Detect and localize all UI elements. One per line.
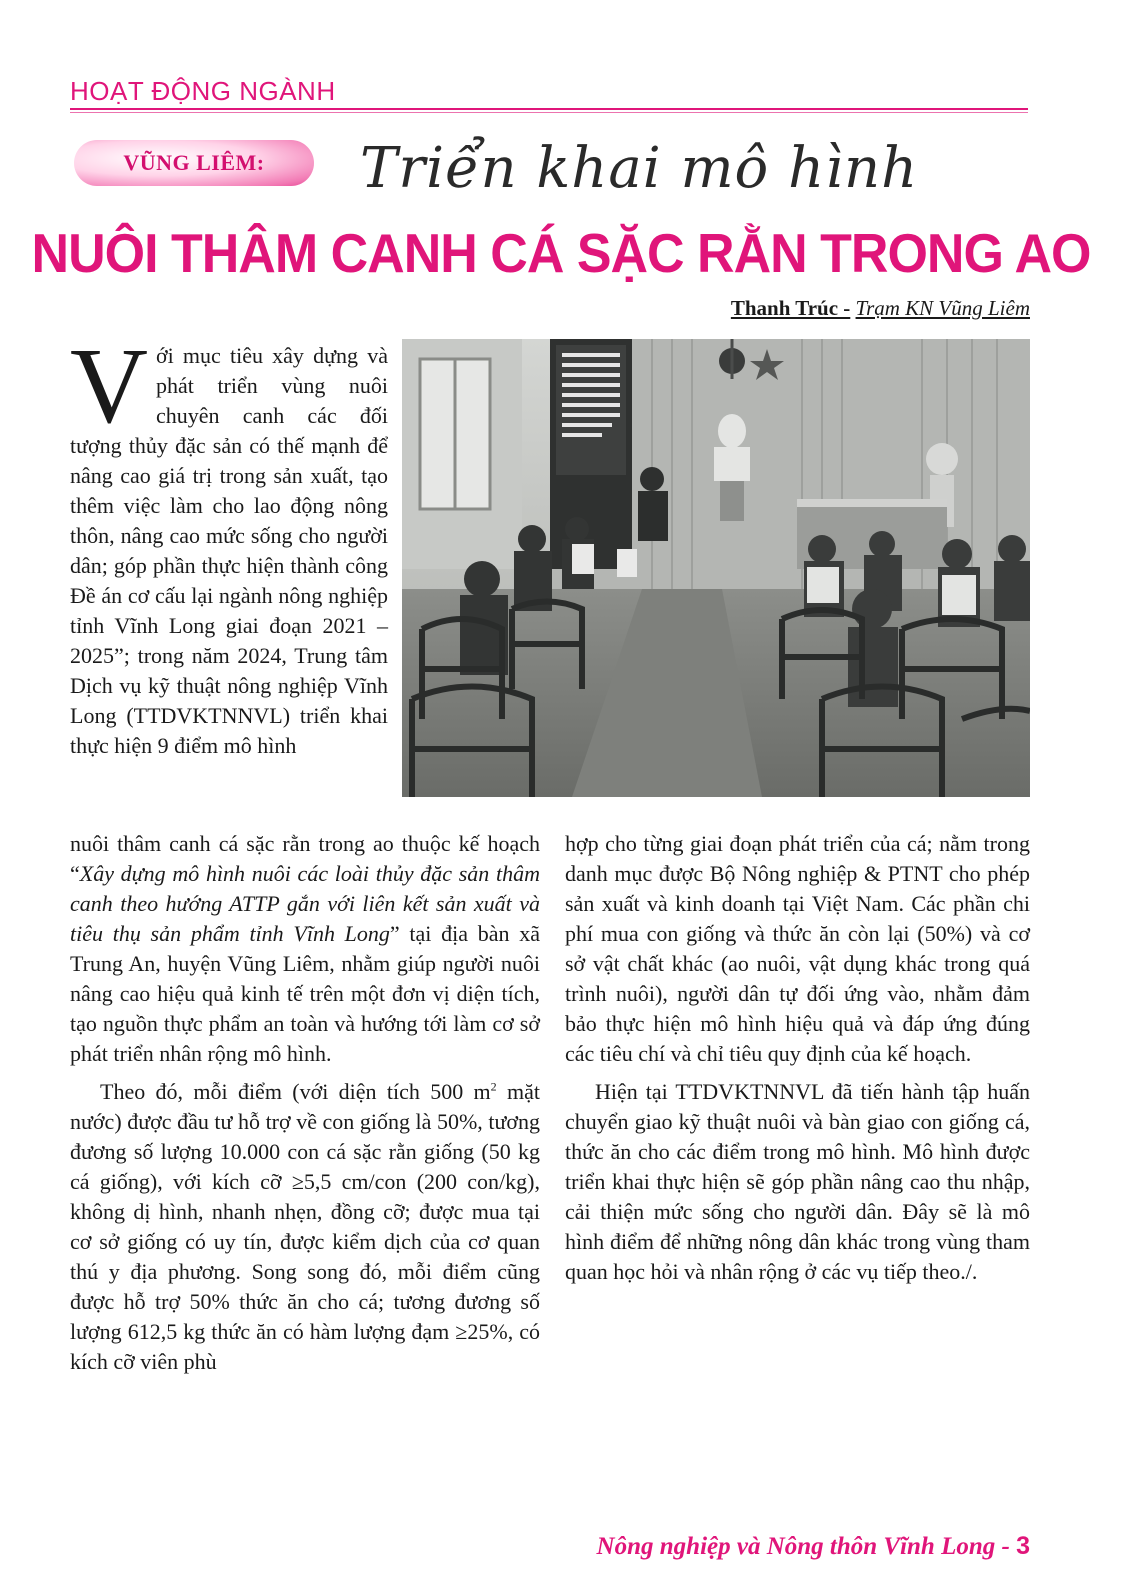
section-label: HOẠT ĐỘNG NGÀNH [70, 76, 336, 106]
byline-organization: Trạm KN Vũng Liêm [855, 296, 1030, 320]
paragraph-conclusion: Hiện tại TTDVKTNNVL đã tiến hành tập huấn chuyển giao kỹ thuật nuôi và bàn giao con giống cá, thức ăn cho các điểm trong mô hình. Mô hình được triển khai thực hiện sẽ góp phần nâng cao thu nhập, cải thiện mức sống cho người dân. Đây sẽ là mô hình điểm để những nông dân khác trong vùng tham quan học hỏi và nhân rộng ở các vụ tiếp theo./. [565, 1079, 1030, 1284]
magazine-name: Nông nghiệp và Nông thôn Vĩnh Long [596, 1533, 996, 1560]
paragraph-support-continued: hợp cho từng giai đoạn phát triển của cá; nằm trong danh mục được Bộ Nông nghiệp & PTNT cho phép sản xuất và kinh doanh tại Việt Nam. Các phần chi phí mua con giống và thức ăn còn lại (50%) và cơ sở vật chất khác (ao nuôi, vật dụng khác trong quá trình nuôi), người dân tự đối ứng vào, nhằm đảm bảo thực hiện mô hình hiệu quả và đáp ứng đúng các tiêu chí và chỉ tiêu quy định của kế hoạch. [565, 831, 1030, 1066]
location-label: VŨNG LIÊM: [123, 150, 265, 175]
location-badge [74, 140, 314, 186]
drop-cap: V [70, 327, 148, 446]
plan-name-italic: Xây dựng mô hình nuôi các loài thủy đặc sản thâm canh theo hướng ATTP gắn với liên kết sản xuất và tiêu thụ sản phẩm tỉnh Vĩnh Long [70, 861, 540, 946]
paragraph-support [70, 1077, 540, 1377]
superscript: 2 [490, 1079, 497, 1094]
section-rule [70, 108, 1028, 110]
paragraph-intro-text: ới mục tiêu xây dựng và phát triển vùng nuôi chuyên canh các đối tượng thủy đặc sản có thế mạnh để nâng cao giá trị trong sản xuất, tạo thêm việc làm cho lao động nông thôn, nâng cao mức sống cho người dân; góp phần thực hiện thành công Đề án cơ cấu lại ngành nông nghiệp tỉnh Vĩnh Long giai đoạn 2021 – 2025”; trong năm 2024, Trung tâm Dịch vụ kỹ thuật nông nghiệp Vĩnh Long (TTDVKTNNVL) triển khai thực hiện 9 điểm mô hình [70, 343, 388, 758]
page-number: 3 [1016, 1532, 1030, 1560]
article-title-main: NUÔI THÂM CANH CÁ SẶC RẰN TRONG AO [31, 223, 1091, 285]
byline [731, 296, 1030, 321]
paragraph-intro-continued [70, 829, 540, 1069]
text-run: Theo đó, mỗi điểm (với diện tích 500 m [100, 1079, 491, 1104]
text-run: mặt nước) được đầu tư hỗ trợ về con giống là 50%, tương đương số lượng 10.000 con cá sặc rằn giống (50 kg cá giống), với kích cỡ ≥5,5 cm/con (200 con/kg), không dị hình, nhanh nhẹn, đồng cỡ; được mua tại cơ sở giống có uy tín, được kiểm dịch của cơ quan thú y địa phương. Song song đó, mỗi điểm cũng được hỗ trợ 50% thức ăn cho cá; tương đương số lượng 612,5 kg thức ăn có hàm lượng đạm ≥25%, có kích cỡ viên phù [70, 1079, 540, 1374]
paragraph-intro [70, 327, 388, 761]
column-left-bottom [70, 829, 540, 1377]
article-photo [402, 339, 1030, 797]
column-left-top [70, 327, 388, 761]
text-run: nuôi thâm canh cá sặc rằn trong ao thuộc kế hoạch “ [70, 831, 540, 886]
article-title-script: Triển khai mô hình [360, 136, 919, 201]
meeting-photo-illustration [402, 339, 1030, 797]
footer-separator: - [995, 1533, 1017, 1560]
section-rule-thin [70, 112, 1028, 113]
text-run: ” tại địa bàn xã Trung An, huyện Vũng Liêm, nhằm giúp người nuôi nâng cao hiệu quả kinh tế trên một đơn vị diện tích, tạo nguồn thực phẩm an toàn và hướng tới làm cơ sở phát triển nhân rộng mô hình. [70, 921, 540, 1066]
byline-author: Thanh Trúc - [730, 296, 851, 320]
column-right [565, 829, 1030, 1287]
page-footer [597, 1532, 1030, 1561]
